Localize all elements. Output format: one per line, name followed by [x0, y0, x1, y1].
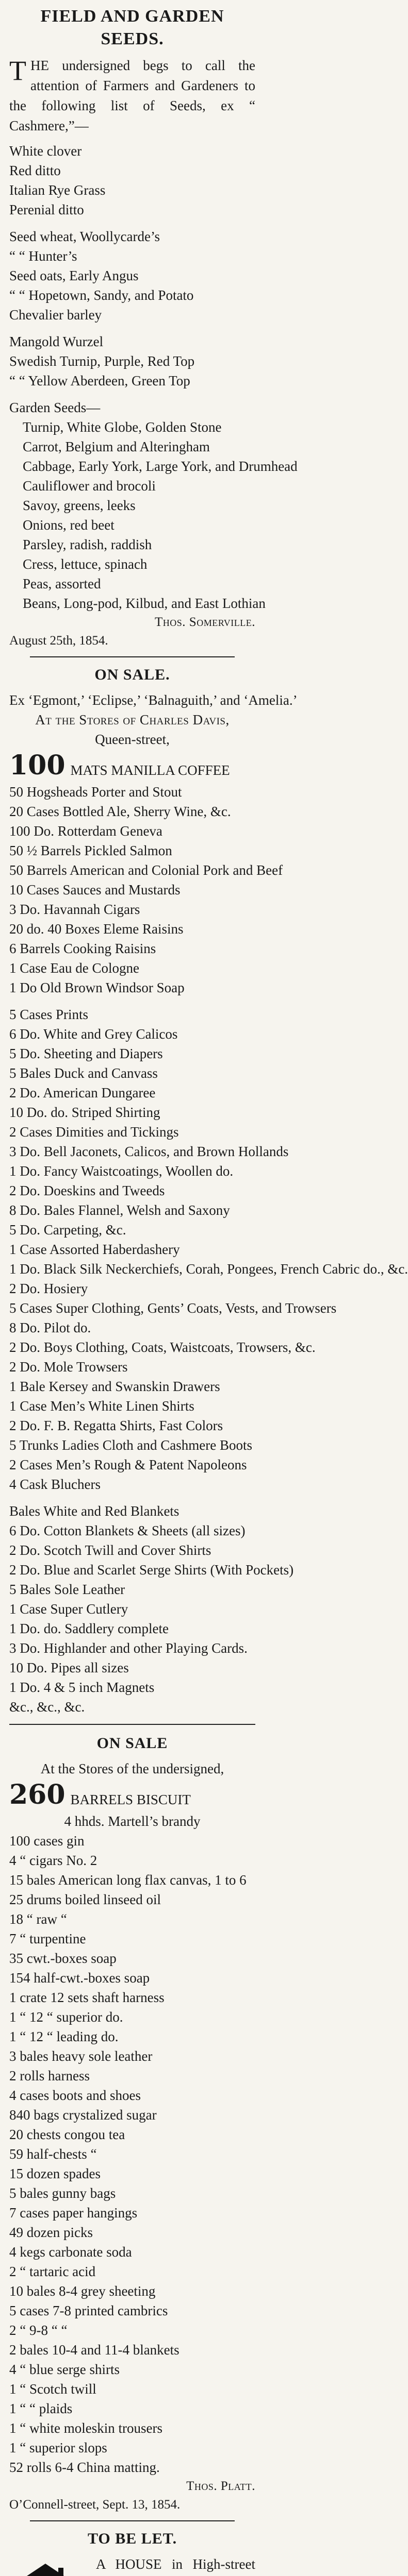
seeds-item-line: Cress, lettuce, spinach	[23, 556, 148, 572]
sale1-item-line: 1 Do. Black Silk Neckerchiefs, Corah, Pongees, French Cabric do., &c.	[9, 1261, 408, 1277]
house-icon	[9, 2554, 81, 2576]
sale1-item-line: 1 Do. do. Saddlery complete	[9, 1621, 169, 1636]
sale1-item-line: 2 Do. American Dungaree	[9, 1085, 156, 1100]
seeds-item-line: Turnip, White Globe, Golden Stone	[23, 419, 222, 435]
sale2-item-line: 5 cases 7-8 printed cambrics	[9, 2303, 168, 2318]
sale1-item-line: 20 Cases Bottled Ale, Sherry Wine, &c.	[9, 804, 231, 819]
sale2-item-line: 4 “ blue serge shirts	[9, 2362, 120, 2377]
sale1-item-line: 1 Case Men’s White Linen Shirts	[9, 1398, 194, 1414]
divider-2	[9, 1724, 255, 1725]
sale1-item-line: 10 Cases Sauces and Mustards	[9, 882, 181, 897]
seeds-item-line: Swedish Turnip, Purple, Red Top	[9, 353, 195, 369]
sale1-big-number: 100	[9, 750, 66, 781]
sale1-item-line: 50 Barrels American and Colonial Pork and Beef	[9, 862, 283, 878]
sale1-street: Queen-street,	[95, 732, 170, 747]
seeds-item-line: Seed oats, Early Angus	[9, 268, 139, 283]
sale1-big-text: MATS MANILLA COFFEE	[70, 762, 230, 778]
sale2-item-line: 25 drums boiled linseed oil	[9, 1892, 161, 1907]
sale1-item-line: 1 Do. Fancy Waistcoatings, Woollen do.	[9, 1163, 234, 1179]
seeds-item-line: White clover	[9, 143, 82, 159]
sale1-item-line: &c., &c., &c.	[9, 1699, 85, 1715]
sale1-item-line: 5 Bales Sole Leather	[9, 1582, 125, 1597]
sale1-item-line: 3 Do. Havannah Cigars	[9, 902, 140, 917]
sale2-item-line: 59 half-chests “	[9, 2146, 97, 2162]
divider-1	[30, 656, 235, 657]
sale1-item-line: 20 do. 40 Boxes Eleme Raisins	[9, 921, 184, 937]
sale1-item-line	[9, 997, 255, 1005]
seeds-date: August 25th, 1854.	[9, 634, 108, 648]
let-advert	[9, 2528, 255, 2576]
sale2-item-line: 5 bales gunny bags	[9, 2185, 116, 2201]
sale2-item-line: 1 “ “ plaids	[9, 2401, 73, 2416]
sale1-item-line: 5 Do. Carpeting, &c.	[9, 1222, 126, 1238]
sale1-item-line: 1 Case Assorted Haberdashery	[9, 1242, 180, 1257]
seeds-item-line: “ “ Hunter’s	[9, 248, 77, 264]
sale1-item-line: 2 Do. Hosiery	[9, 1281, 88, 1296]
sale1-item-line: 8 Do. Pilot do.	[9, 1320, 91, 1335]
sale1-item-line: 3 Do. Highlander and other Playing Cards.	[9, 1640, 248, 1656]
seeds-item-line: “ “ Hopetown, Sandy, and Potato	[9, 287, 194, 303]
seeds-item-line: Mangold Wurzel	[9, 334, 104, 349]
let-title: TO BE LET.	[87, 2530, 177, 2547]
sale2-date: O’Connell-street, Sept. 13, 1854.	[9, 2498, 181, 2512]
sale1-list	[9, 782, 408, 1717]
sale2-item-line: 49 dozen picks	[9, 2225, 93, 2240]
sale2-big-text: BARRELS BISCUIT	[70, 1792, 191, 1807]
sale2-stores-line: At the Stores of the undersigned,	[40, 1761, 224, 1776]
sale2-item-line: 52 rolls 6-4 China matting.	[9, 2460, 160, 2475]
seeds-signature: Thos. Somerville.	[155, 615, 255, 629]
sale2-item-line: 1 “ white moleskin trousers	[9, 2420, 162, 2436]
sale1-item-line: 2 Do. Scotch Twill and Cover Shirts	[9, 1543, 211, 1558]
sale1-item-line: 10 Do. do. Striped Shirting	[9, 1105, 160, 1120]
sale1-item-line: 4 Cask Bluchers	[9, 1477, 101, 1492]
sale1-item-line: 5 Do. Sheeting and Diapers	[9, 1046, 163, 1061]
sale2-item-line: 1 “ superior slops	[9, 2440, 107, 2455]
sale2-item-line: 2 bales 10-4 and 11-4 blankets	[9, 2342, 179, 2358]
sale1-item-line: Bales White and Red Blankets	[9, 1503, 179, 1519]
seeds-item-line: Cauliflower and brocoli	[23, 478, 156, 494]
sale1-item-line: 5 Cases Super Clothing, Gents’ Coats, Vests, and Trowsers	[9, 1300, 337, 1316]
seeds-item-line	[9, 219, 255, 227]
seeds-item-line: Cabbage, Early York, Large York, and Drumhead	[23, 459, 298, 474]
sale2-item-line: 2 “ tartaric acid	[9, 2264, 96, 2279]
sale1-item-line: 2 Cases Men’s Rough & Patent Napoleons	[9, 1457, 247, 1472]
sale2-item-line: 20 chests congou tea	[9, 2127, 125, 2142]
sale1-item-line: 10 Do. Pipes all sizes	[9, 1660, 129, 1675]
sale2-item-line: 18 “ raw “	[9, 1911, 67, 1927]
sale1-item-line: 2 Do. F. B. Regatta Shirts, Fast Colors	[9, 1418, 223, 1433]
sale1-item-line: 2 Do. Mole Trowsers	[9, 1359, 128, 1375]
sale1-item-line: 2 Do. Doeskins and Tweeds	[9, 1183, 165, 1198]
seeds-item-line	[9, 325, 255, 332]
let-body: A HOUSE in High-street	[96, 2556, 255, 2572]
sale1-item-line: 100 Do. Rotterdam Geneva	[9, 823, 162, 839]
let-body-para	[9, 2554, 255, 2576]
sale1-advert	[9, 664, 408, 1717]
sale2-item-line: 4 “ cigars No. 2	[9, 1853, 97, 1868]
sale2-advert	[9, 1732, 255, 2514]
sale1-item-line: 8 Do. Bales Flannel, Welsh and Saxony	[9, 1202, 230, 1218]
sale1-item-line: 1 Bale Kersey and Swanskin Drawers	[9, 1379, 220, 1394]
sale2-item-line: 154 half-cwt.-boxes soap	[9, 1970, 150, 1986]
seeds-item-line: Garden Seeds—	[9, 400, 101, 415]
seeds-intro	[9, 56, 255, 136]
sale1-item-line: 5 Bales Duck and Canvass	[9, 1065, 158, 1081]
sale2-item-line: 7 cases paper hangings	[9, 2205, 138, 2221]
sale2-lead-row	[9, 1779, 255, 1810]
sale1-item-line: 6 Barrels Cooking Raisins	[9, 941, 156, 956]
sale1-title: ON SALE.	[94, 666, 170, 683]
sale2-item-line: 2 rolls harness	[9, 2068, 90, 2083]
seeds-item-line: Peas, assorted	[23, 576, 101, 591]
sale2-item-line: 4 cases boots and shoes	[9, 2088, 141, 2103]
sale2-signature: Thos. Platt.	[186, 2479, 255, 2493]
sale2-item-line: 1 “ Scotch twill	[9, 2381, 96, 2397]
sale2-big-number: 260	[9, 1779, 66, 1810]
sale2-list	[9, 1831, 255, 2477]
sale2-item-line: 100 cases gin	[9, 1833, 85, 1849]
sale1-item-line: 1 Do Old Brown Windsor Soap	[9, 980, 185, 995]
sale1-item-line: 2 Do. Boys Clothing, Coats, Waistcoats, Trowsers, &c.	[9, 1340, 316, 1355]
sale2-title: ON SALE	[96, 1735, 168, 1752]
sale1-item-line: 6 Do. White and Grey Calicos	[9, 1026, 178, 1042]
sale1-item-line: 1 Do. 4 & 5 inch Magnets	[9, 1680, 155, 1695]
sale1-item-line: 2 Do. Blue and Scarlet Serge Shirts (With Pockets)	[9, 1562, 294, 1578]
seeds-item-line: Chevalier barley	[9, 307, 102, 323]
sale2-item-line: 4 kegs carbonate soda	[9, 2244, 132, 2260]
sale2-item-line: 1 crate 12 sets shaft harness	[9, 1990, 165, 2005]
sale2-sub-line: 4 hhds. Martell’s brandy	[64, 1814, 201, 1829]
sale2-item-line: 10 bales 8-4 grey sheeting	[9, 2283, 156, 2299]
seeds-item-line: Carrot, Belgium and Alteringham	[23, 439, 210, 454]
sale1-lead-row	[9, 752, 255, 779]
sale1-item-line: 1 Case Eau de Cologne	[9, 960, 139, 976]
sale2-item-line: 1 “ 12 “ superior do.	[9, 2009, 123, 2025]
seeds-item-line: Perenial ditto	[9, 202, 84, 217]
divider-3	[30, 2520, 235, 2521]
sale1-item-line	[9, 1494, 255, 1501]
seeds-item-line: Seed wheat, Woollycarde’s	[9, 229, 160, 244]
seeds-item-line: Red ditto	[9, 163, 61, 178]
sale2-item-line: 7 “ turpentine	[9, 1931, 86, 1946]
seeds-dropcap: T	[9, 55, 26, 86]
seeds-item-line: Onions, red beet	[23, 517, 115, 533]
sale1-item-line: 6 Do. Cotton Blankets & Sheets (all sizes)	[9, 1523, 246, 1538]
sale1-item-line: 50 ½ Barrels Pickled Salmon	[9, 843, 172, 858]
seeds-advert	[9, 5, 298, 650]
sale1-item-line: 5 Cases Prints	[9, 1007, 89, 1022]
seeds-item-line: Savoy, greens, leeks	[23, 498, 136, 513]
seeds-item-line: Beans, Long-pod, Kilbud, and East Lothian	[23, 596, 266, 611]
seeds-item-line: “ “ Yellow Aberdeen, Green Top	[9, 373, 190, 388]
seeds-item-line: Parsley, radish, raddish	[23, 537, 152, 552]
seeds-list	[9, 141, 298, 613]
sale2-item-line: 35 cwt.-boxes soap	[9, 1951, 117, 1966]
sale1-item-line: 3 Do. Bell Jaconets, Calicos, and Brown Hollands	[9, 1144, 289, 1159]
sale2-item-line: 15 bales American long flax canvas, 1 to 6	[9, 1872, 247, 1888]
seeds-title: FIELD AND GARDEN SEEDS.	[40, 7, 224, 48]
seeds-item-line: Italian Rye Grass	[9, 182, 106, 198]
sale1-item-line: 5 Trunks Ladies Cloth and Cashmere Boots	[9, 1437, 252, 1453]
seeds-intro-text: HE undersigned begs to call the attention of Farmers and Gardeners to the following list of Seeds, ex “ Cashmere,”—	[9, 58, 255, 133]
sale2-item-line: 3 bales heavy sole leather	[9, 2048, 153, 2064]
sale1-ship-line: Ex ‘Egmont,’ ‘Eclipse,’ ‘Balnaguith,’ and ‘Amelia.’	[9, 692, 298, 708]
sale1-item-line: 1 Case Super Cutlery	[9, 1601, 128, 1617]
seeds-item-line	[9, 391, 255, 398]
sale2-item-line: 840 bags crystalized sugar	[9, 2107, 157, 2123]
sale1-stores-line: At the Stores of Charles Davis,	[35, 712, 230, 727]
sale1-item-line: 2 Cases Dimities and Tickings	[9, 1124, 179, 1140]
sale2-item-line: 15 dozen spades	[9, 2166, 101, 2181]
sale2-item-line: 2 “ 9-8 “ “	[9, 2323, 68, 2338]
sale1-item-line: 50 Hogsheads Porter and Stout	[9, 784, 182, 800]
sale2-item-line: 1 “ 12 “ leading do.	[9, 2029, 119, 2044]
